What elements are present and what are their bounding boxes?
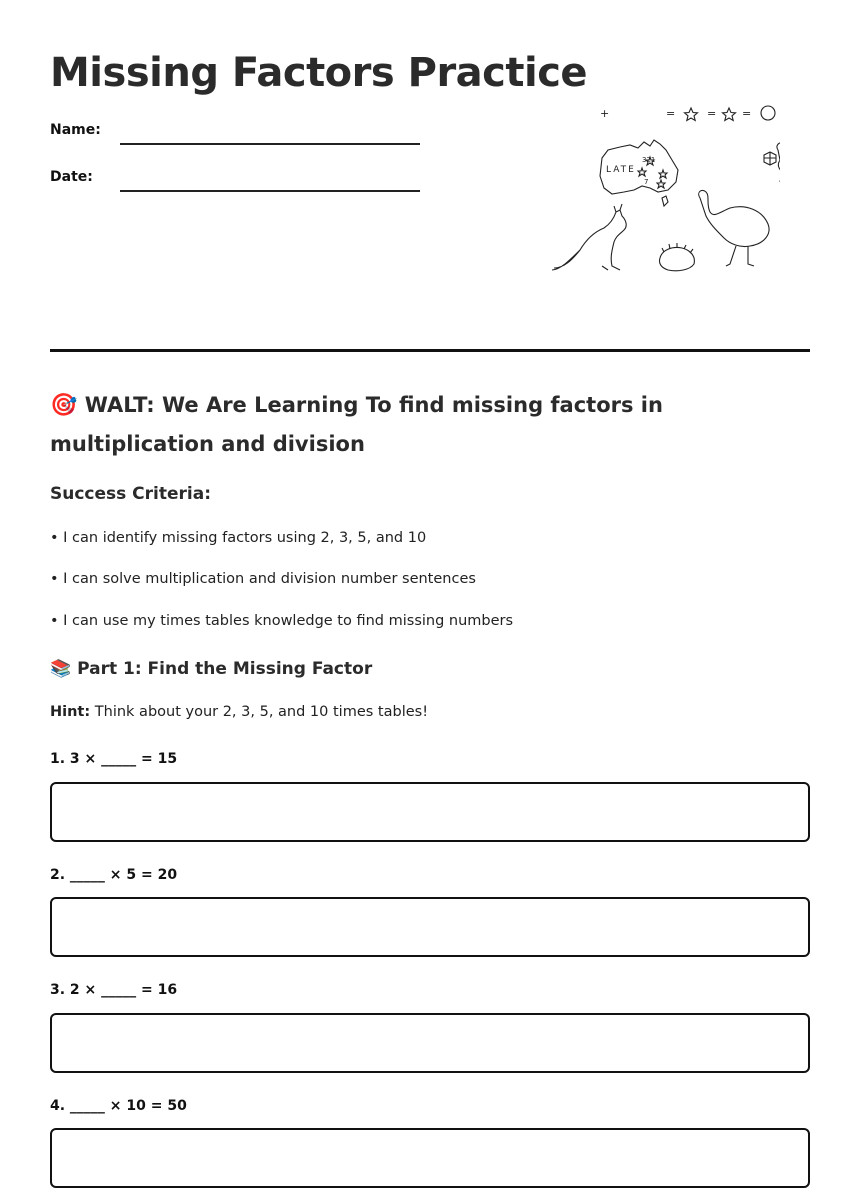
- name-label: Name:: [50, 122, 101, 138]
- target-icon: 🎯: [50, 393, 78, 418]
- star-icon: [685, 108, 698, 121]
- equation-equals: =: [666, 107, 676, 120]
- hint: [50, 704, 428, 720]
- question-label: 4. _____ × 10 = 50: [50, 1098, 187, 1114]
- books-icon: 📚: [50, 659, 72, 679]
- question-label: 1. 3 × _____ = 15: [50, 751, 178, 767]
- criteria-item: • I can identify missing factors using 2, 3, 5, and 10: [50, 530, 427, 546]
- success-criteria-title: Success Criteria:: [50, 484, 212, 504]
- emu-large-icon: [699, 190, 769, 246]
- svg-text:=: =: [742, 107, 752, 120]
- part1-title: [50, 659, 372, 679]
- echidna-icon: [659, 247, 694, 270]
- australian-animals-illustration: [550, 100, 780, 280]
- map-number-2: 7: [644, 178, 649, 186]
- question-label: 3. 2 × _____ = 16: [50, 982, 178, 998]
- answer-box-2[interactable]: [50, 897, 810, 957]
- section-divider: [50, 349, 810, 352]
- part1-title-text: Part 1: Find the Missing Factor: [77, 659, 373, 679]
- question-label: 2. _____ × 5 = 20: [50, 867, 178, 883]
- hint-label: Hint:: [50, 704, 91, 720]
- map-numbers: 321: [642, 156, 656, 164]
- circle-icon: [761, 106, 775, 120]
- walt-text: WALT: We Are Learning To find missing factors in multiplication and division: [50, 393, 663, 456]
- equation-plus: +: [600, 107, 610, 120]
- page-title: Missing Factors Practice: [50, 50, 588, 96]
- answer-box-4[interactable]: [50, 1128, 810, 1188]
- answer-box-1[interactable]: [50, 782, 810, 842]
- map-text: LATE: [606, 165, 636, 175]
- hint-text: Think about your 2, 3, 5, and 10 times tables!: [90, 704, 429, 720]
- answer-box-3[interactable]: [50, 1013, 810, 1073]
- emu-small-icon: [777, 143, 780, 172]
- name-field[interactable]: [120, 143, 420, 145]
- criteria-item: • I can use my times tables knowledge to find missing numbers: [50, 613, 514, 629]
- walt-heading: [50, 386, 810, 463]
- criteria-item: • I can solve multiplication and division number sentences: [50, 571, 476, 587]
- kangaroo-icon: [552, 210, 626, 270]
- date-label: Date:: [50, 169, 93, 185]
- date-field[interactable]: [120, 190, 420, 192]
- star-icon: [723, 108, 736, 121]
- svg-text:=: =: [707, 107, 717, 120]
